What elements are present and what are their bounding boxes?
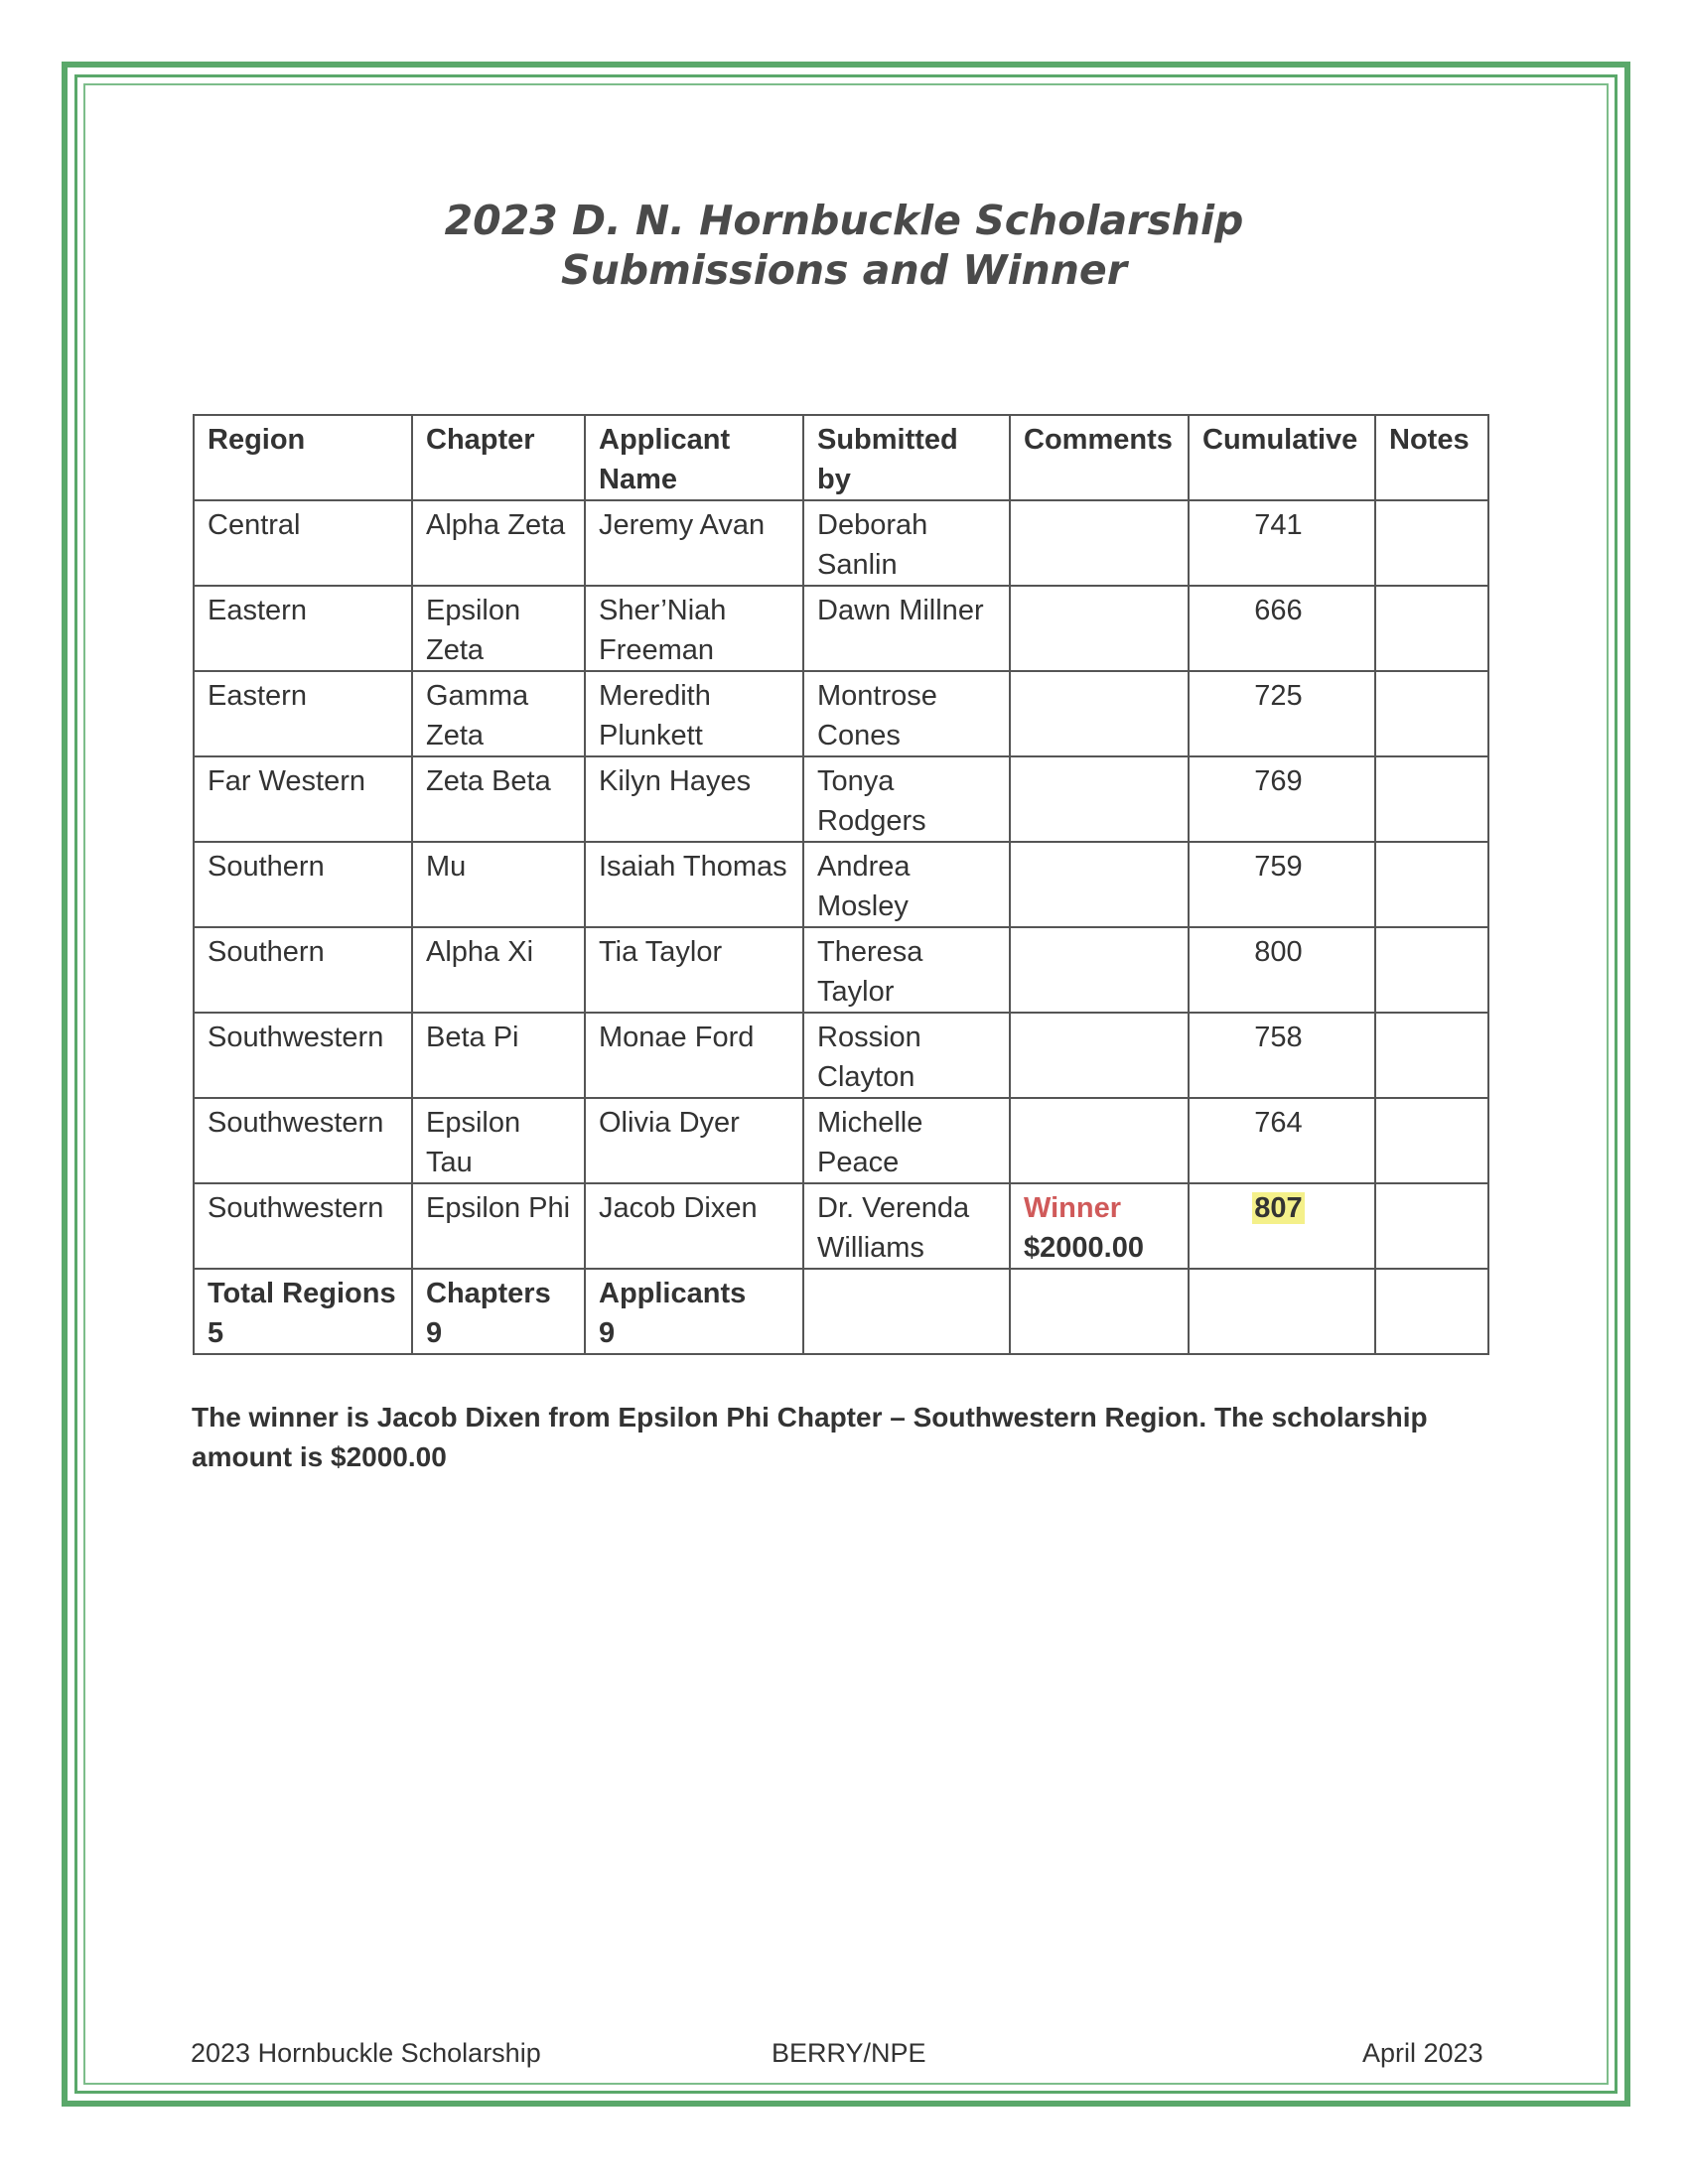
cell-chapter: Epsilon Phi [412,1183,585,1269]
cell-notes [1375,927,1488,1013]
cell-chapter: Alpha Zeta [412,500,585,586]
totals-row [194,1269,1488,1354]
total-chapters-value: 9 [426,1317,443,1349]
table-row [194,756,1488,842]
document-title: 2023 D. N. Hornbuckle Scholarship [444,197,1244,244]
table-header-row [194,415,1488,500]
header-submitted-by: Submitted by [803,415,1010,500]
cell-submitted-by: Andrea Mosley [803,842,1010,927]
cell-region: Southern [194,842,412,927]
header-comments: Comments [1010,415,1189,500]
cell-comments [1010,1183,1189,1269]
cell-submitted-by: Deborah Sanlin [803,500,1010,586]
cell-cumulative: 759 [1189,842,1375,927]
cell-notes [1375,586,1488,671]
cell-chapter: Epsilon Zeta [412,586,585,671]
total-applicants-value: 9 [599,1317,616,1349]
cell-comments [1010,1013,1189,1098]
total-regions-value: 5 [208,1317,224,1349]
cell-applicant: Sher’Niah Freeman [585,586,803,671]
winner-statement: The winner is Jacob Dixen from Epsilon Phi Chapter – Southwestern Region. The scholarship amount is $2000.00 [192,1402,1428,1472]
cell-notes [1375,842,1488,927]
total-chapters-label: Chapters [426,1278,551,1309]
cell-comments [1010,671,1189,756]
total-applicants-cell [585,1269,803,1354]
cell-region: Far Western [194,756,412,842]
table-row [194,500,1488,586]
winner-label: Winner [1024,1192,1122,1224]
cell-cumulative: 764 [1189,1098,1375,1183]
winner-amount: $2000.00 [1024,1232,1144,1264]
footer-left: 2023 Hornbuckle Scholarship [191,2038,541,2068]
cell-cumulative: 725 [1189,671,1375,756]
cell-submitted-by: Michelle Peace [803,1098,1010,1183]
header-applicant-name: Applicant Name [585,415,803,500]
header-region: Region [194,415,412,500]
table-row [194,842,1488,927]
cell-submitted-by: Tonya Rodgers [803,756,1010,842]
cell-cumulative [1189,1183,1375,1269]
header-chapter: Chapter [412,415,585,500]
header-notes: Notes [1375,415,1488,500]
cell-applicant: Jeremy Avan [585,500,803,586]
table-row [194,927,1488,1013]
cell-submitted-by: Dr. Verenda Williams [803,1183,1010,1269]
empty-cell [1375,1269,1488,1354]
cell-chapter: Beta Pi [412,1013,585,1098]
cell-notes [1375,756,1488,842]
cell-region: Southern [194,927,412,1013]
cell-region: Eastern [194,586,412,671]
header-cumulative: Cumulative [1189,415,1375,500]
table-row [194,1013,1488,1098]
cell-comments [1010,500,1189,586]
empty-cell [803,1269,1010,1354]
cell-cumulative: 800 [1189,927,1375,1013]
cell-cumulative: 666 [1189,586,1375,671]
cell-region: Southwestern [194,1098,412,1183]
cell-cumulative: 769 [1189,756,1375,842]
cell-notes [1375,1098,1488,1183]
cell-comments [1010,586,1189,671]
cell-comments [1010,842,1189,927]
cell-applicant: Isaiah Thomas [585,842,803,927]
cell-region: Southwestern [194,1013,412,1098]
cell-submitted-by: Dawn Millner [803,586,1010,671]
cell-notes [1375,671,1488,756]
cell-cumulative: 758 [1189,1013,1375,1098]
cell-applicant: Kilyn Hayes [585,756,803,842]
cell-comments [1010,756,1189,842]
cell-notes [1375,1183,1488,1269]
cell-chapter: Epsilon Tau [412,1098,585,1183]
footer-center: BERRY/NPE [772,2038,926,2068]
cell-comments [1010,1098,1189,1183]
document-subtitle: Submissions and Winner [561,246,1127,294]
cell-applicant: Monae Ford [585,1013,803,1098]
cell-submitted-by: Theresa Taylor [803,927,1010,1013]
cell-chapter: Gamma Zeta [412,671,585,756]
total-regions-label: Total Regions [208,1278,396,1309]
cell-chapter: Alpha Xi [412,927,585,1013]
table-row [194,671,1488,756]
total-applicants-label: Applicants [599,1278,747,1309]
winner-score-highlight: 807 [1254,1192,1303,1224]
cell-applicant: Jacob Dixen [585,1183,803,1269]
winner-row [194,1183,1488,1269]
cell-applicant: Meredith Plunkett [585,671,803,756]
submissions-table [193,414,1489,1355]
table-row [194,1098,1488,1183]
cell-notes [1375,500,1488,586]
total-chapters-cell [412,1269,585,1354]
footer-date: April 2023 [1362,2038,1483,2068]
cell-submitted-by: Montrose Cones [803,671,1010,756]
table-row [194,586,1488,671]
cell-applicant: Tia Taylor [585,927,803,1013]
empty-cell [1189,1269,1375,1354]
cell-chapter: Zeta Beta [412,756,585,842]
cell-notes [1375,1013,1488,1098]
cell-cumulative: 741 [1189,500,1375,586]
cell-region: Eastern [194,671,412,756]
total-regions-cell [194,1269,412,1354]
cell-region: Central [194,500,412,586]
cell-applicant: Olivia Dyer [585,1098,803,1183]
cell-comments [1010,927,1189,1013]
cell-region: Southwestern [194,1183,412,1269]
cell-submitted-by: Rossion Clayton [803,1013,1010,1098]
empty-cell [1010,1269,1189,1354]
cell-chapter: Mu [412,842,585,927]
